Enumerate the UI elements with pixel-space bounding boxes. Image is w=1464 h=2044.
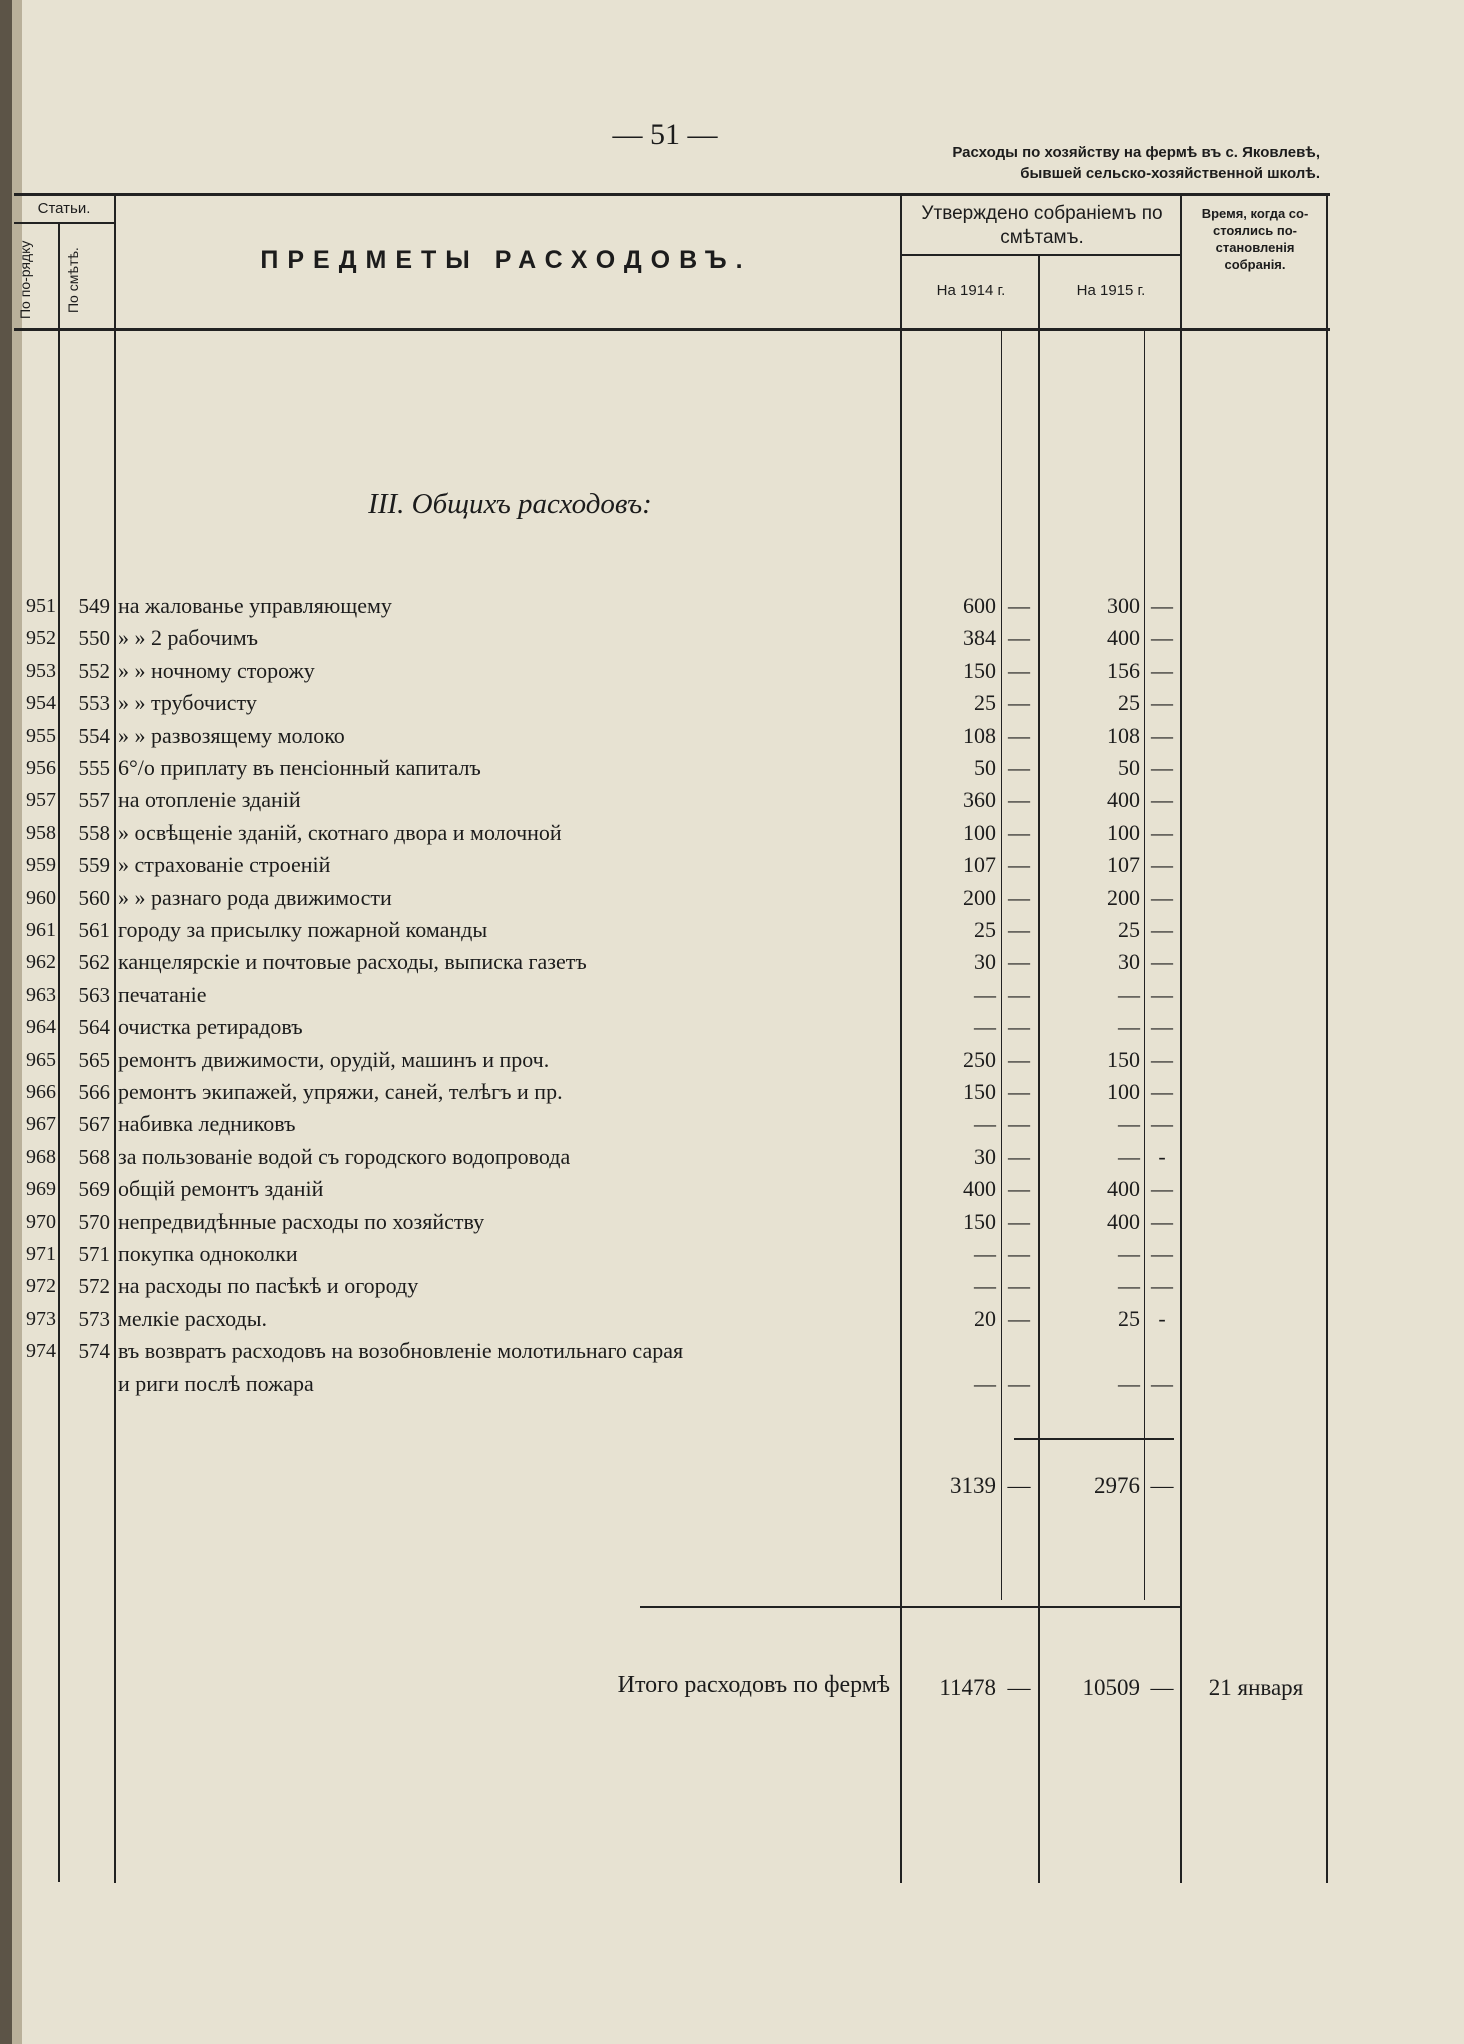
estimate-article: 573 [78,1306,110,1331]
kopecks-1915: — [1151,1273,1173,1299]
expense-description: ремонтъ движимости, орудій, машинъ и проч. [118,1046,550,1072]
table-row [0,1270,1464,1302]
estimate-article: 563 [78,982,110,1007]
amount-1914: — [974,1273,996,1299]
table-row [0,1335,1464,1367]
amount-1915: 25 [1118,917,1140,942]
amount-1914: 600 [963,593,996,618]
kopecks-1914: — [1008,884,1030,910]
expense-description: на отопленіе зданій [118,787,301,813]
kopecks-1914: — [1008,1079,1030,1104]
expense-description: » » разнаго рода движимости [118,884,392,910]
table-row [0,720,1464,752]
amount-1915: 400 [1107,1208,1140,1234]
table-row [0,1141,1464,1173]
row-number: 961 [26,919,56,941]
row-number: 954 [26,692,56,715]
amount-1915: 100 [1107,1079,1140,1104]
amount-1915: — [1118,1370,1140,1396]
final-total-1915-dash: — [1150,1675,1174,1700]
kopecks-1914: — [1008,981,1030,1007]
expense-description: » » развозящему молоко [118,722,345,748]
amount-1914: 30 [974,949,996,975]
amount-1914: — [974,1241,996,1266]
header-year-1915: На 1915 г. [1076,282,1146,299]
table-row [0,946,1464,978]
amount-1915: 25 [1118,1305,1140,1331]
expense-description: и риги послѣ пожара [118,1370,314,1396]
row-number: 952 [26,627,56,650]
expense-description: за пользованіе водой съ городского водопровода [118,1143,571,1169]
expense-description: мелкіе расходы. [118,1305,267,1331]
table-row [0,1076,1464,1108]
expense-description: на жалованье управляющему [118,593,392,618]
expense-description: печатаніе [118,981,207,1007]
amount-1915: — [1118,981,1140,1007]
amount-1915: 30 [1118,949,1140,975]
final-total-row [0,1668,1464,1708]
amount-1914: 25 [974,917,996,942]
table-row [0,1238,1464,1270]
estimate-article: 549 [78,594,110,618]
amount-1914: 20 [974,1305,996,1331]
row-number: 959 [26,854,56,877]
kopecks-1915: — [1151,1241,1173,1266]
amount-1914: — [974,1014,996,1040]
table-row [0,1108,1464,1140]
kopecks-1915: - [1158,1143,1166,1169]
row-number: 968 [26,1145,56,1168]
table-row [0,849,1464,881]
header-po-smete: По смѣтѣ. [65,247,81,313]
table-row [0,622,1464,654]
estimate-article: 559 [78,853,110,878]
amount-1915: 107 [1107,852,1140,878]
kopecks-1915: - [1158,1305,1166,1331]
kopecks-1914: — [1008,657,1030,683]
row-number: 964 [26,1016,56,1039]
table-row [0,655,1464,687]
running-head-line-2: бывшей сельско-хозяйственной школѣ. [1020,165,1320,182]
kopecks-1915: — [1151,949,1173,975]
table-row [0,1303,1464,1335]
kopecks-1915: — [1151,1111,1173,1137]
kopecks-1914: — [1008,1143,1030,1169]
kopecks-1914: — [1008,787,1030,813]
kopecks-1915: — [1151,593,1173,618]
table-row [0,1368,1464,1400]
kopecks-1915: — [1151,1370,1173,1396]
table-row [0,882,1464,914]
kopecks-1915: — [1151,722,1173,748]
header-po-poryadku: По по-рядку [17,240,33,320]
kopecks-1915: — [1151,1046,1173,1072]
amount-1914: — [974,981,996,1007]
estimate-article: 569 [78,1177,110,1202]
kopecks-1915: — [1151,787,1173,813]
table-row [0,590,1464,622]
amount-1914: — [974,1370,996,1396]
final-total-1914-dash: — [1007,1675,1031,1700]
table-row [0,979,1464,1011]
expense-description: » » ночному сторожу [118,657,315,683]
kopecks-1914: — [1008,917,1030,942]
subtotal-row [0,1466,1464,1506]
kopecks-1915: — [1151,852,1173,878]
row-number: 951 [26,595,56,617]
kopecks-1915: — [1151,690,1173,716]
kopecks-1914: — [1008,1014,1030,1040]
expense-description: покупка одноколки [118,1241,298,1266]
estimate-article: 565 [78,1047,110,1072]
table-row [0,1173,1464,1205]
subtotal-1915: 2976 [1094,1473,1140,1498]
expense-description: въ возвратъ расходовъ на возобновленіе молотильнаго сарая [118,1338,684,1364]
kopecks-1915: — [1151,819,1173,845]
row-number: 966 [26,1081,56,1103]
amount-1915: 25 [1118,690,1140,716]
expense-description: » » 2 рабочимъ [118,625,259,651]
amount-1914: 50 [974,755,996,780]
header-bottom-rule [14,328,1330,331]
amount-1914: 360 [963,787,996,813]
amount-1915: 400 [1107,787,1140,813]
kopecks-1915: — [1151,657,1173,683]
row-number: 957 [26,789,56,812]
kopecks-1915: — [1151,1176,1173,1202]
header-utverzhdeno: Утверждено собраніемъ по смѣтамъ. [921,203,1163,248]
amount-1915: 50 [1118,755,1140,780]
subtotal-1914-dash: — [1007,1473,1031,1498]
table-row [0,1011,1464,1043]
amount-1915: 400 [1107,1176,1140,1202]
subtotal-rule [1014,1438,1174,1440]
header-predmety-raskhodov: ПРЕДМЕТЫ РАСХОДОВЪ. [260,246,752,274]
kopecks-1915: — [1151,1014,1173,1040]
final-total-date: 21 января [1208,1675,1304,1700]
estimate-article: 555 [78,756,110,780]
row-number: 962 [26,951,56,974]
subtotal-1914: 3139 [950,1473,996,1498]
final-rule [640,1606,1180,1608]
expense-description: ремонтъ экипажей, упряжи, саней, телѣгъ и пр. [118,1079,563,1104]
expense-description: общій ремонтъ зданій [118,1176,324,1202]
expense-description: городу за присылку пожарной команды [118,917,488,942]
kopecks-1915: — [1151,917,1173,942]
table-row [0,1044,1464,1076]
amount-1914: 200 [963,884,996,910]
running-head-line-1: Расходы по хозяйству на фермѣ въ с. Яковлевѣ, [952,144,1320,161]
amount-1915: 150 [1107,1046,1140,1072]
kopecks-1914: — [1008,1111,1030,1137]
row-number: 972 [26,1275,56,1298]
row-number: 958 [26,821,56,844]
table-row [0,687,1464,719]
estimate-article: 571 [78,1242,110,1266]
amount-1915: 108 [1107,722,1140,748]
kopecks-1914: — [1008,1241,1030,1266]
amount-1914: 100 [963,819,996,845]
kopecks-1914: — [1008,852,1030,878]
estimate-article: 566 [78,1080,110,1104]
kopecks-1914: — [1008,819,1030,845]
estimate-article: 568 [78,1144,110,1169]
final-total-label: Итого расходовъ по фермѣ [617,1672,890,1698]
table-row [0,914,1464,946]
row-number: 967 [26,1113,56,1136]
kopecks-1914: — [1008,1046,1030,1072]
amount-1914: 400 [963,1176,996,1202]
row-number: 970 [26,1210,56,1233]
amount-1914: 108 [963,722,996,748]
table-row [0,784,1464,816]
header-year-1914: На 1914 г. [936,282,1006,299]
table-row [0,1206,1464,1238]
expense-description: » освѣщеніе зданій, скотнаго двора и молочной [118,819,562,845]
estimate-article: 550 [78,626,110,651]
kopecks-1915: — [1151,884,1173,910]
row-number: 965 [26,1048,56,1071]
amount-1915: 300 [1107,593,1140,618]
amount-1914: 150 [963,657,996,683]
kopecks-1915: — [1151,755,1173,780]
estimate-article: 564 [78,1015,110,1040]
section-title: III. Общихъ расходовъ: [368,488,652,520]
amount-1915: 100 [1107,819,1140,845]
kopecks-1915: — [1151,981,1173,1007]
amount-1915: 200 [1107,884,1140,910]
amount-1915: — [1118,1241,1140,1266]
amount-1914: 30 [974,1143,996,1169]
header-approved-rule [902,254,1182,256]
amount-1915: — [1118,1014,1140,1040]
amount-1914: 150 [963,1079,996,1104]
estimate-article: 567 [78,1112,110,1137]
kopecks-1915: — [1151,1208,1173,1234]
amount-1914: 250 [963,1046,996,1072]
row-number: 963 [26,983,56,1006]
row-number: 971 [26,1243,56,1265]
final-total-1915: 10509 [1082,1675,1140,1700]
row-number: 973 [26,1307,56,1330]
kopecks-1914: — [1008,1208,1030,1234]
row-number: 974 [26,1340,56,1363]
estimate-article: 554 [78,723,110,748]
table-top-rule [14,193,1330,196]
subtotal-1915-dash: — [1150,1473,1174,1498]
kopecks-1914: — [1008,1370,1030,1396]
kopecks-1914: — [1008,625,1030,651]
estimate-article: 558 [78,820,110,845]
amount-1915: 156 [1107,657,1140,683]
expense-description: » » трубочисту [118,690,257,716]
expense-description: набивка ледниковъ [118,1111,296,1137]
estimate-article: 561 [78,918,110,942]
row-number: 960 [26,886,56,909]
expense-description: » страхованіе строеній [118,852,331,878]
expense-description: непредвидѣнные расходы по хозяйству [118,1208,485,1234]
header-vremya: Время, когда со-стоялись по-становленія собранія. [1201,206,1309,272]
table-row [0,752,1464,784]
amount-1915: — [1118,1143,1140,1169]
estimate-article: 557 [78,788,110,813]
kopecks-1915: — [1151,1079,1173,1104]
estimate-article: 574 [78,1339,110,1364]
estimate-article: 552 [78,658,110,683]
expense-description: на расходы по пасѣкѣ и огороду [118,1273,419,1299]
row-number: 955 [26,724,56,747]
expense-description: очистка ретирадовъ [118,1014,303,1040]
estimate-article: 562 [78,950,110,975]
row-number: 969 [26,1178,56,1201]
amount-1915: 400 [1107,625,1140,651]
header-stati-rule [14,222,114,224]
kopecks-1914: — [1008,1305,1030,1331]
row-number: 953 [26,659,56,682]
kopecks-1914: — [1008,1273,1030,1299]
amount-1914: 384 [963,625,996,651]
kopecks-1914: — [1008,722,1030,748]
kopecks-1914: — [1008,755,1030,780]
row-number: 956 [26,757,56,779]
estimate-article: 560 [78,885,110,910]
amount-1914: — [974,1111,996,1137]
estimate-article: 572 [78,1274,110,1299]
amount-1914: 150 [963,1208,996,1234]
kopecks-1915: — [1151,625,1173,651]
expense-description: 6°/о приплату въ пенсіонный капиталъ [118,755,481,780]
amount-1915: — [1118,1111,1140,1137]
expense-description: канцелярскіе и почтовые расходы, выписка газетъ [118,949,587,975]
table-row [0,817,1464,849]
estimate-article: 570 [78,1209,110,1234]
kopecks-1914: — [1008,949,1030,975]
estimate-article: 553 [78,691,110,716]
final-total-1914: 11478 [939,1675,996,1700]
page-number: — 51 — [612,118,718,151]
kopecks-1914: — [1008,690,1030,716]
amount-1914: 25 [974,690,996,716]
amount-1914: 107 [963,852,996,878]
running-head [820,142,1320,184]
kopecks-1914: — [1008,1176,1030,1202]
kopecks-1914: — [1008,593,1030,618]
header-stati: Статьи. [37,200,91,217]
amount-1915: — [1118,1273,1140,1299]
